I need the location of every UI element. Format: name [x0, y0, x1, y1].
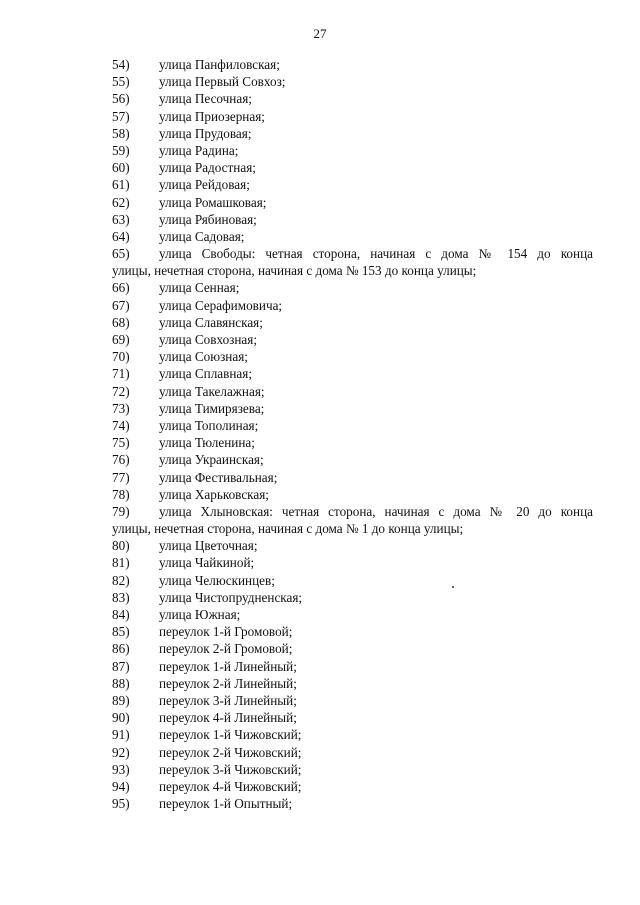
street-list: [0, 56, 640, 812]
list-item: [0, 778, 640, 795]
item-text: переулок 4-й Чижовский;: [159, 778, 302, 794]
item-number: 62): [112, 194, 130, 210]
list-item: [0, 451, 640, 468]
page-number: 27: [313, 26, 327, 41]
list-item: [0, 331, 640, 348]
item-number: 89): [112, 692, 130, 708]
list-item: [0, 589, 640, 606]
list-item: [0, 726, 640, 743]
list-item: [0, 709, 640, 726]
item-text: улица Союзная;: [159, 349, 248, 365]
item-number: 69): [112, 332, 130, 347]
list-item: [0, 176, 640, 193]
item-number: 90): [112, 710, 130, 726]
list-item: [0, 279, 640, 296]
item-number: 61): [112, 177, 130, 193]
item-number: 72): [112, 383, 130, 399]
item-number: 95): [112, 796, 130, 812]
list-item: [0, 56, 640, 73]
list-item: [0, 228, 640, 245]
item-text: улица Рябиновая;: [159, 211, 257, 227]
item-text-continuation: улицы, нечетная сторона, начиная с дома № 1 до конца улицы;: [112, 521, 464, 537]
item-number: 77): [112, 469, 130, 485]
item-number: 71): [112, 366, 130, 382]
item-text: улица Чистопрудненская;: [159, 589, 303, 605]
item-text: улица Сенная;: [159, 280, 240, 296]
item-text: улица Садовая;: [159, 228, 245, 244]
list-item: [0, 640, 640, 657]
item-number: 57): [112, 108, 130, 124]
item-text: переулок 1-й Громовой;: [159, 624, 293, 640]
item-text: улица Песочная;: [159, 91, 252, 107]
list-item: [0, 658, 640, 675]
scan-speck: [452, 586, 454, 588]
list-item: [0, 125, 640, 142]
item-number: 79): [112, 503, 130, 519]
item-number: 76): [112, 452, 130, 468]
item-text: улица Радостная;: [159, 160, 256, 176]
item-number: 70): [112, 349, 130, 365]
item-number: 91): [112, 727, 130, 743]
item-number: 83): [112, 589, 130, 605]
item-number: 59): [112, 142, 130, 158]
item-text: улица Чайкиной;: [159, 555, 255, 571]
item-text: переулок 1-й Опытный;: [159, 796, 293, 812]
item-number: 65): [112, 246, 130, 262]
list-item: [0, 211, 640, 228]
item-number: 80): [112, 538, 130, 554]
item-number: 67): [112, 297, 130, 313]
item-number: 85): [112, 624, 130, 640]
item-text: улица Хлыновская: четная сторона, начиная с дома № 20 до конца: [159, 503, 593, 519]
list-item: [0, 675, 640, 692]
list-item: [0, 469, 640, 486]
item-text: улица Тополиная;: [159, 417, 259, 433]
item-text: переулок 1-й Линейный;: [159, 658, 297, 674]
item-number: 55): [112, 74, 130, 90]
item-text: переулок 4-й Линейный;: [159, 710, 297, 726]
list-item: [0, 400, 640, 417]
item-text: улица Серафимовича;: [159, 297, 283, 313]
list-item: [0, 606, 640, 623]
item-number: 75): [112, 435, 130, 451]
list-item: [0, 537, 640, 554]
list-item: [0, 348, 640, 365]
item-text: улица Первый Совхоз;: [159, 74, 286, 90]
item-text: улица Радина;: [159, 142, 239, 158]
item-text: улица Совхозная;: [159, 332, 258, 347]
item-number: 92): [112, 744, 130, 760]
item-text: улица Украинская;: [159, 452, 264, 468]
item-text: переулок 3-й Чижовский;: [159, 761, 302, 777]
list-item: [0, 365, 640, 382]
item-number: 88): [112, 675, 130, 691]
list-item: [0, 486, 640, 503]
list-item: [0, 90, 640, 107]
list-item: [0, 159, 640, 176]
item-text: улица Приозерная;: [159, 108, 265, 124]
list-item: [0, 142, 640, 159]
item-text: улица Рейдовая;: [159, 177, 250, 193]
list-item: [0, 554, 640, 571]
item-number: 84): [112, 607, 130, 622]
item-text: переулок 1-й Чижовский;: [159, 727, 302, 743]
item-number: 87): [112, 658, 130, 674]
item-number: 64): [112, 228, 130, 244]
item-text: улица Славянская;: [159, 314, 263, 330]
item-text: улица Южная;: [159, 607, 241, 622]
item-text: улица Тимирязева;: [159, 400, 265, 416]
item-number: 58): [112, 125, 130, 141]
item-number: 68): [112, 314, 130, 330]
item-text: улица Такелажная;: [159, 383, 265, 399]
list-item: [0, 297, 640, 314]
item-text: улица Тюленина;: [159, 435, 255, 451]
item-number: 74): [112, 417, 130, 433]
item-number: 86): [112, 641, 130, 657]
list-item: [0, 314, 640, 331]
item-text: улица Панфиловская;: [159, 57, 280, 72]
list-item: [0, 383, 640, 400]
item-text: улица Прудовая;: [159, 125, 252, 141]
list-item: [0, 194, 640, 211]
item-text: переулок 2-й Линейный;: [159, 675, 297, 691]
item-text: улица Свободы: четная сторона, начиная с дома № 154 до конца: [159, 246, 593, 262]
item-number: 78): [112, 486, 130, 502]
item-text: улица Ромашковая;: [159, 194, 267, 210]
list-item: [0, 108, 640, 125]
item-text: улица Челюскинцев;: [159, 572, 275, 588]
list-item: [0, 73, 640, 90]
item-text-continuation: улицы, нечетная сторона, начиная с дома № 153 до конца улицы;: [112, 263, 477, 279]
item-number: 94): [112, 778, 130, 794]
list-item: [0, 572, 640, 589]
item-number: 93): [112, 761, 130, 777]
list-item: [0, 623, 640, 640]
item-number: 60): [112, 160, 130, 176]
item-text: улица Харьковская;: [159, 486, 269, 502]
list-item: [0, 434, 640, 451]
list-item: [0, 795, 640, 812]
item-number: 82): [112, 572, 130, 588]
item-number: 66): [112, 280, 130, 296]
list-item: [0, 761, 640, 778]
item-text: переулок 3-й Линейный;: [159, 692, 297, 708]
list-item: [0, 417, 640, 434]
item-text: переулок 2-й Чижовский;: [159, 744, 302, 760]
list-item: [0, 744, 640, 761]
list-item: [0, 503, 640, 537]
item-number: 56): [112, 91, 130, 107]
item-text: улица Фестивальная;: [159, 469, 278, 485]
item-number: 54): [112, 57, 130, 72]
list-item: [0, 692, 640, 709]
item-text: переулок 2-й Громовой;: [159, 641, 293, 657]
item-text: улица Цветочная;: [159, 538, 258, 554]
item-text: улица Сплавная;: [159, 366, 253, 382]
list-item: [0, 245, 640, 279]
item-number: 81): [112, 555, 130, 571]
item-number: 63): [112, 211, 130, 227]
item-number: 73): [112, 400, 130, 416]
